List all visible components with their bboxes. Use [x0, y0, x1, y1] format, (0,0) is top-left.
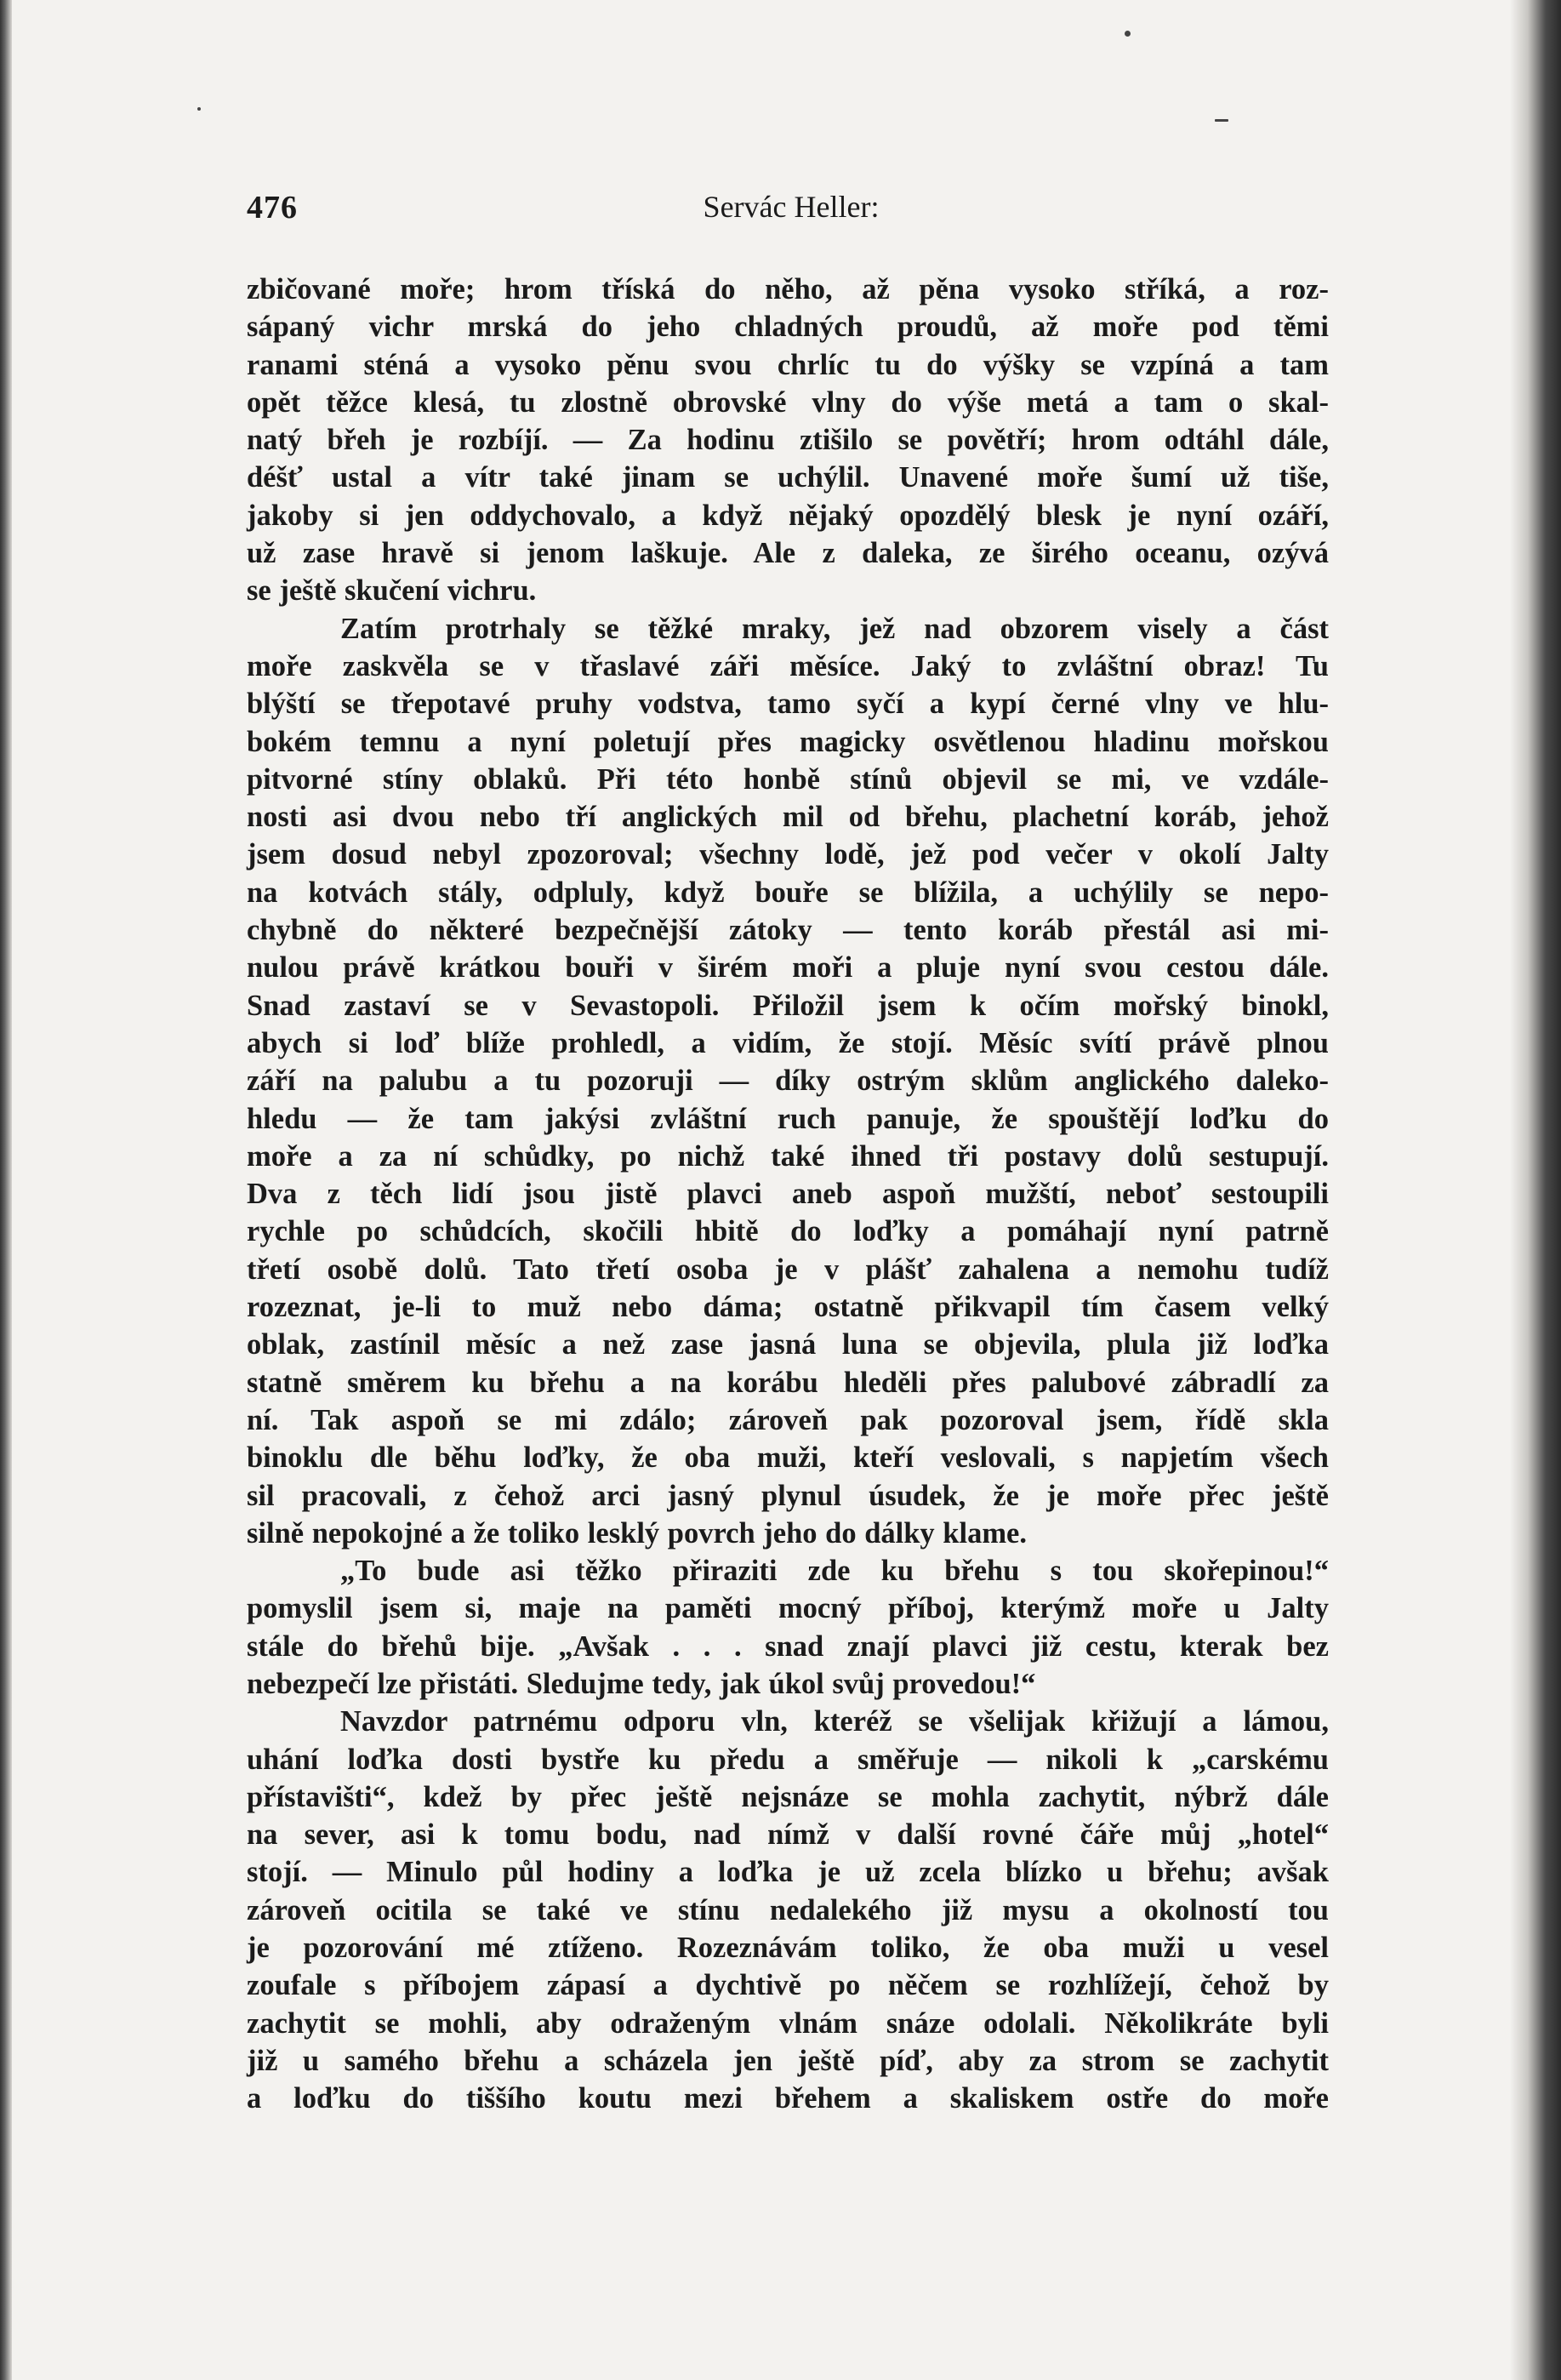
text-line: hledu — že tam jakýsi zvláštní ruch panuje, že spouštějí loďku do — [247, 1102, 1329, 1135]
text-line: déšť ustal a vítr také jinam se uchýlil. Unavené moře šumí už tiše, — [247, 461, 1329, 494]
text-line: pitvorné stíny oblaků. Při této honbě stínů objevil se mi, ve vzdále- — [247, 762, 1329, 796]
scan-right-edge — [1510, 0, 1561, 2380]
text-line: moře a za ní schůdky, po nichž také ihned tři postavy dolů sestupují. — [247, 1139, 1329, 1173]
text-line: na sever, asi k tomu bodu, nad nímž v další rovné čáře můj „hotel“ — [247, 1818, 1329, 1852]
text-line: opět těžce klesá, tu zlostně obrovské vlny do výše metá a tam o skal- — [247, 385, 1329, 419]
text-line: zoufale s příbojem zápasí a dychtivě po něčem se rozhlížejí, čehož by — [247, 1969, 1329, 2002]
text-line: abych si loď blíže prohledl, a vidím, že stojí. Měsíc svítí právě plnou — [247, 1026, 1329, 1059]
text-line: ní. Tak aspoň se mi zdálo; zároveň pak pozoroval jsem, řídě skla — [247, 1403, 1329, 1436]
text-line: zbičované moře; hrom tříská do něho, až pěna vysoko stříká, a roz- — [247, 273, 1329, 305]
text-line: již u samého břehu a scházela jen ještě píď, aby za strom se zachytit — [247, 2044, 1329, 2077]
text-line: Dva z těch lidí jsou jistě plavci aneb aspoň mužští, neboť sestoupili — [247, 1178, 1329, 1211]
text-line: oblak, zastínil měsíc a než zase jasná luna se objevila, plula již loďka — [247, 1328, 1329, 1361]
scan-speck — [197, 107, 201, 111]
text-line: bokém temnu a nyní poletují přes magicky osvětlenou hladinu mořskou — [247, 725, 1329, 758]
text-line: uhání loďka dosti bystře ku předu a směřuje — nikoli k „carskému — [247, 1743, 1329, 1776]
text-line: nulou právě krátkou bouři v širém moři a pluje nyní svou cestou dále. — [247, 951, 1329, 985]
text-line: a loďku do tiššího koutu mezi břehem a skaliskem ostře do moře — [247, 2082, 1329, 2115]
text-line: statně směrem ku břehu a na korábu hleděli přes palubové zábradlí za — [247, 1366, 1329, 1399]
scan-speck — [1215, 119, 1228, 122]
text-line: rychle po schůdcích, skočili hbitě do loďky a pomáhají nyní patrně — [247, 1215, 1329, 1248]
text-line: stále do břehů bije. „Avšak . . . snad znají plavci již cestu, kterak bez — [247, 1629, 1329, 1663]
running-head: Servác Heller: — [703, 190, 880, 224]
text-line: natý břeh je rozbíjí. — Za hodinu ztišilo se povětří; hrom odtáhl dále, — [247, 424, 1329, 457]
text-line: sil pracovali, z čehož arci jasný plynul úsudek, že je moře přec ještě — [247, 1479, 1329, 1512]
text-line: Zatím protrhaly se těžké mraky, jež nad obzorem visely a část — [340, 612, 1329, 645]
text-line: nosti asi dvou nebo tří anglických mil od břehu, plachetní koráb, jehož — [247, 801, 1329, 834]
text-line: už zase hravě si jenom laškuje. Ale z daleka, ze širého oceanu, ozývá — [247, 537, 1329, 570]
text-line: nebezpečí lze přistáti. Sledujme tedy, jak úkol svůj provedou!“ — [247, 1667, 1036, 1700]
text-line: silně nepokojné a že toliko lesklý povrch jeho do dálky klame. — [247, 1516, 1027, 1550]
text-line: sápaný vichr mrská do jeho chladných proudů, až moře pod těmi — [247, 311, 1329, 344]
text-line: na kotvách stály, odpluly, když bouře se blížila, a uchýlily se nepo- — [247, 876, 1329, 909]
text-line: září na palubu a tu pozoruji — díky ostrým sklům anglického daleko- — [247, 1064, 1329, 1098]
text-line: se ještě skučení vichru. — [247, 574, 537, 608]
text-line: blýští se třepotavé pruhy vodstva, tamo syčí a kypí černé vlny ve hlu- — [247, 688, 1329, 721]
page-number: 476 — [247, 190, 298, 225]
text-line: chybně do některé bezpečnější zátoky — tento koráb přestál asi mi- — [247, 914, 1329, 947]
text-line: „To bude asi těžko přiraziti zde ku břehu s tou skořepinou!“ — [340, 1555, 1329, 1588]
text-line: rozeznat, je-li to muž nebo dáma; ostatně přikvapil tím časem velký — [247, 1291, 1329, 1324]
text-line: pomyslil jsem si, maje na paměti mocný příboj, kterýmž moře u Jalty — [247, 1592, 1329, 1625]
body-text — [247, 271, 1329, 2118]
text-line: je pozorování mé ztíženo. Rozeznávám toliko, že oba muži u vesel — [247, 1932, 1329, 1965]
text-line: moře zaskvěla se v třaslavé záři měsíce. Jaký to zvláštní obraz! Tu — [247, 649, 1329, 682]
text-line: ranami sténá a vysoko pěnu svou chrlíc tu do výšky se vzpíná a tam — [247, 348, 1329, 381]
text-line: jakoby si jen oddychovalo, a když nějaký opozdělý blesk je nyní ozáří, — [247, 499, 1329, 532]
scan-speck — [1125, 31, 1131, 37]
text-line: třetí osobě dolů. Tato třetí osoba je v plášť zahalena a nemohu tudíž — [247, 1253, 1329, 1286]
text-line: binoklu dle běhu loďky, že oba muži, kteří veslovali, s napjetím všech — [247, 1441, 1329, 1475]
text-line: jsem dosud nebyl zpozoroval; všechny lodě, jež pod večer v okolí Jalty — [247, 838, 1329, 871]
text-line: stojí. — Minulo půl hodiny a loďka je už zcela blízko u břehu; avšak — [247, 1856, 1329, 1889]
text-line: Snad zastaví se v Sevastopoli. Přiložil jsem k očím mořský binokl, — [247, 989, 1329, 1022]
text-line: Navzdor patrnému odporu vln, kteréž se všelijak křižují a lámou, — [340, 1705, 1329, 1738]
text-line: zachytit se mohli, aby odraženým vlnám snáze odolali. Několikráte byli — [247, 2006, 1329, 2040]
text-line: zároveň ocitila se také ve stínu nedalekého již mysu a okolností tou — [247, 1893, 1329, 1926]
text-line: přístavišti“, kdež by přec ještě nejsnáze se mohla zachytit, nýbrž dále — [247, 1780, 1329, 1813]
scan-left-edge — [0, 0, 12, 2380]
